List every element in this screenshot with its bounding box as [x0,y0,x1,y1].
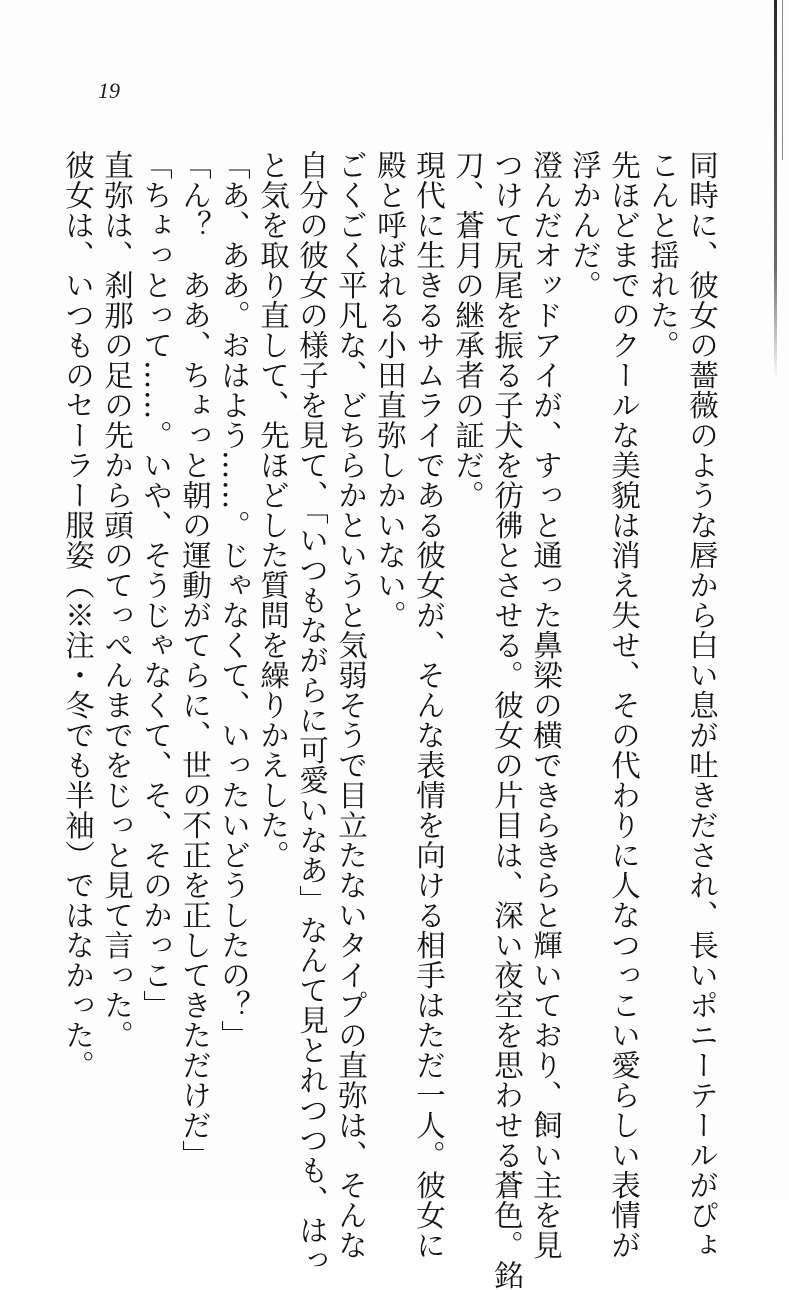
text-line: 「あ、ああ。おはよう……。じゃなくて、いったいどうしたの？」 [217,150,251,1050]
text-line: と気を取り直して、先ほどした質問を繰りかえした。 [256,150,290,870]
text-line: 彼女は、いつものセーラー服姿（※注・冬でも半袖）ではなかった。 [61,150,95,1080]
text-line: こんと揺れた。 [646,150,680,360]
text-line: 「ちょっとって……。いや、そうじゃなくて、そ、そのかっこ」 [139,150,173,1020]
page-binding-shadow [774,0,777,380]
text-line: 現代に生きるサムライである彼女が、そんな表情を向ける相手はただ一人。彼女に [412,150,446,1260]
text-line: 浮かんだ。 [568,150,602,300]
text-line: 直弥は、刹那の足の先から頭のてっぺんまでをじっと見て言った。 [100,150,134,1050]
vertical-text-body [58,150,721,1290]
page-number: 19 [98,78,120,103]
text-line: ごくごく平凡な、どちらかというと気弱そうで目立たないタイプの直弥は、そんな [334,150,368,1260]
text-line: 自分の彼女の様子を見て、「いつもながらに可愛いなあ」なんて見とれつつも、はっ [295,150,329,1276]
text-line: 殿と呼ばれる小田直弥しかいない。 [373,150,407,630]
text-line: 刀、蒼月の継承者の証だ。 [451,150,485,510]
text-line: つけて尻尾を振る子犬を彷彿とさせる。彼女の片目は、深い夜空を思わせる蒼色。銘 [490,150,524,1290]
text-line: 先ほどまでのクールな美貌は消え失せ、その代わりに人なつっこい愛らしい表情が [607,150,641,1260]
page-edge-line [782,0,783,160]
text-line: 「ん？ ああ、ちょっと朝の運動がてらに、世の不正を正してきただけだ」 [178,150,212,1170]
text-line: 澄んだオッドアイが、すっと通った鼻梁の横できらきらと輝いており、飼い主を見 [529,150,563,1260]
text-line: 同時に、彼女の薔薇のような唇から白い息が吐きだされ、長いポニーテールがぴょ [685,150,719,1260]
